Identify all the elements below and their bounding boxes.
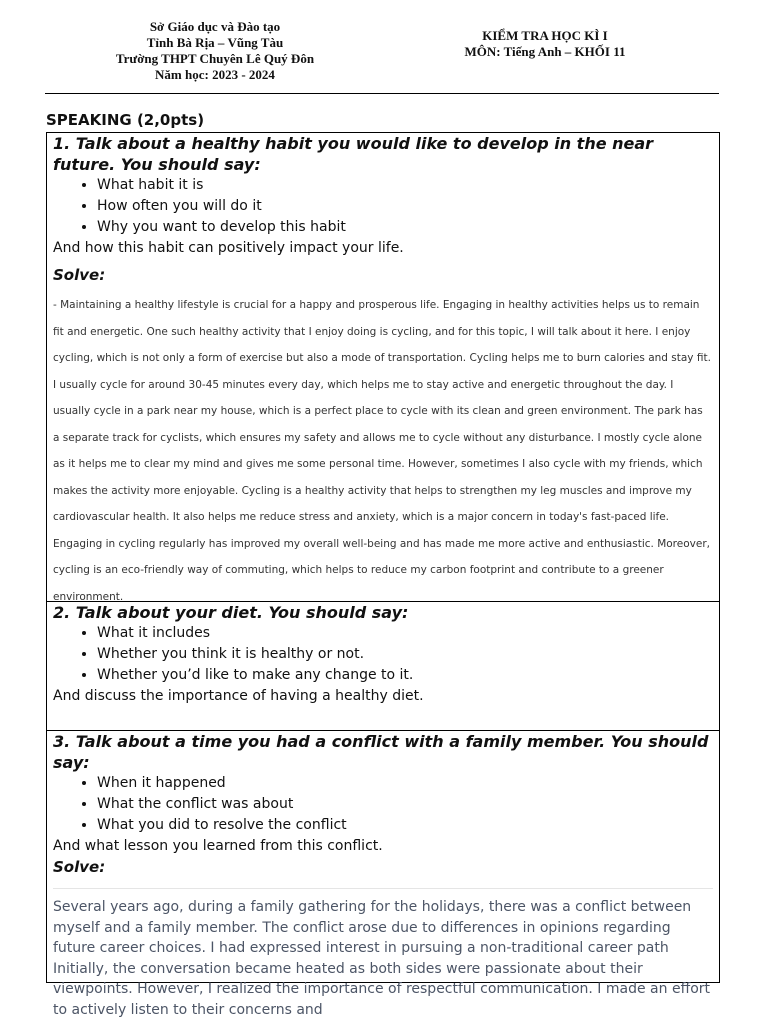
province-name: Tỉnh Bà Rịa – Vũng Tàu [146,35,284,50]
exam-subject: MÔN: Tiếng Anh – KHỐI 11 [464,44,626,59]
question-closing: And how this habit can positively impact your life. [53,240,404,256]
solve-label: Solve: [53,858,106,876]
question-box-1 [46,132,720,602]
department-name: Sở Giáo dục và Đào tạo [149,19,281,34]
bullet-item: • Whether you think it is healthy or not. [97,644,713,665]
header-divider [45,93,719,94]
bullet-item: • How often you will do it [97,196,713,217]
solve-label: Solve: [53,266,106,284]
bullet-item: • Whether you’d like to make any change to it. [97,665,713,686]
question-title: 2. Talk about your diet. You should say: [53,603,409,622]
school-name: Trường THPT Chuyên Lê Quý Đôn [115,51,315,66]
question-bullets [53,773,713,836]
question-closing: And what lesson you learned from this conflict. [53,838,383,854]
solve-answer-text: - Maintaining a healthy lifestyle is crucial for a happy and prosperous life. Engaging in healthy activities helps us to remain fit and energetic. One such healthy activity that I enjoy doing is cycling, and for this topic, I will talk about it here. I enjoy cycling, which is not only a form of exercise but also a mode of transportation. Cycling helps me to burn calories and stay fit. I usually cycle for around 30-45 minutes every day, which helps me to stay active and energetic throughout the day. I usually cycle in a park near my house, which is a perfect place to cycle with its clean and green environment. The park has a separate track for cyclists, which ensures my safety and allows me to cycle without any disturbance. I mostly cycle alone as it helps me to clear my mind and gives me some personal time. However, sometimes I also cycle with my friends, which makes the activity more enjoyable. Cycling is a healthy activity that helps to strengthen my leg muscles and improve my cardiovascular health. It also helps me reduce stress and anxiety, which is a major concern in today's fast-paced life. Engaging in cycling regularly has improved my overall well-being and has made me more active and enthusiastic. Moreover, cycling is an eco-friendly way of commuting, which helps to reduce my carbon footprint and contribute to a greener environment. [53,299,711,603]
question-closing: And discuss the importance of having a healthy diet. [53,688,424,704]
question-title: 3. Talk about a time you had a conflict with a family member. You should say: [53,732,709,772]
bullet-item: • What habit it is [97,175,713,196]
question-bullets [53,623,713,686]
bullet-item: • Why you want to develop this habit [97,217,713,238]
exam-header [425,28,665,60]
question-box-2 [46,601,720,731]
bullet-item: • When it happened [97,773,713,794]
question-bullets [53,175,713,238]
question-title: 1. Talk about a healthy habit you would like to develop in the near future. You should say: [53,134,654,174]
exam-title: KIỂM TRA HỌC KÌ I [482,28,608,43]
school-year: Năm học: 2023 - 2024 [155,67,275,82]
bullet-item: • What it includes [97,623,713,644]
solve-answer-text: Several years ago, during a family gathering for the holidays, there was a conflict between myself and a family member. The conflict arose due to differences in opinions regarding future career choices. I had expressed interest in pursuing a non-traditional career path Initially, the conversation became heated as both sides were passionate about their viewpoints. However, I realized the importance of respectful communication. I made an effort to actively listen to their concerns and [53,888,713,1021]
school-header [70,19,360,83]
section-title: SPEAKING (2,0pts) [46,111,205,129]
bullet-item: • What you did to resolve the conflict [97,815,713,836]
bullet-item: • What the conflict was about [97,794,713,815]
question-box-3 [46,730,720,1018]
